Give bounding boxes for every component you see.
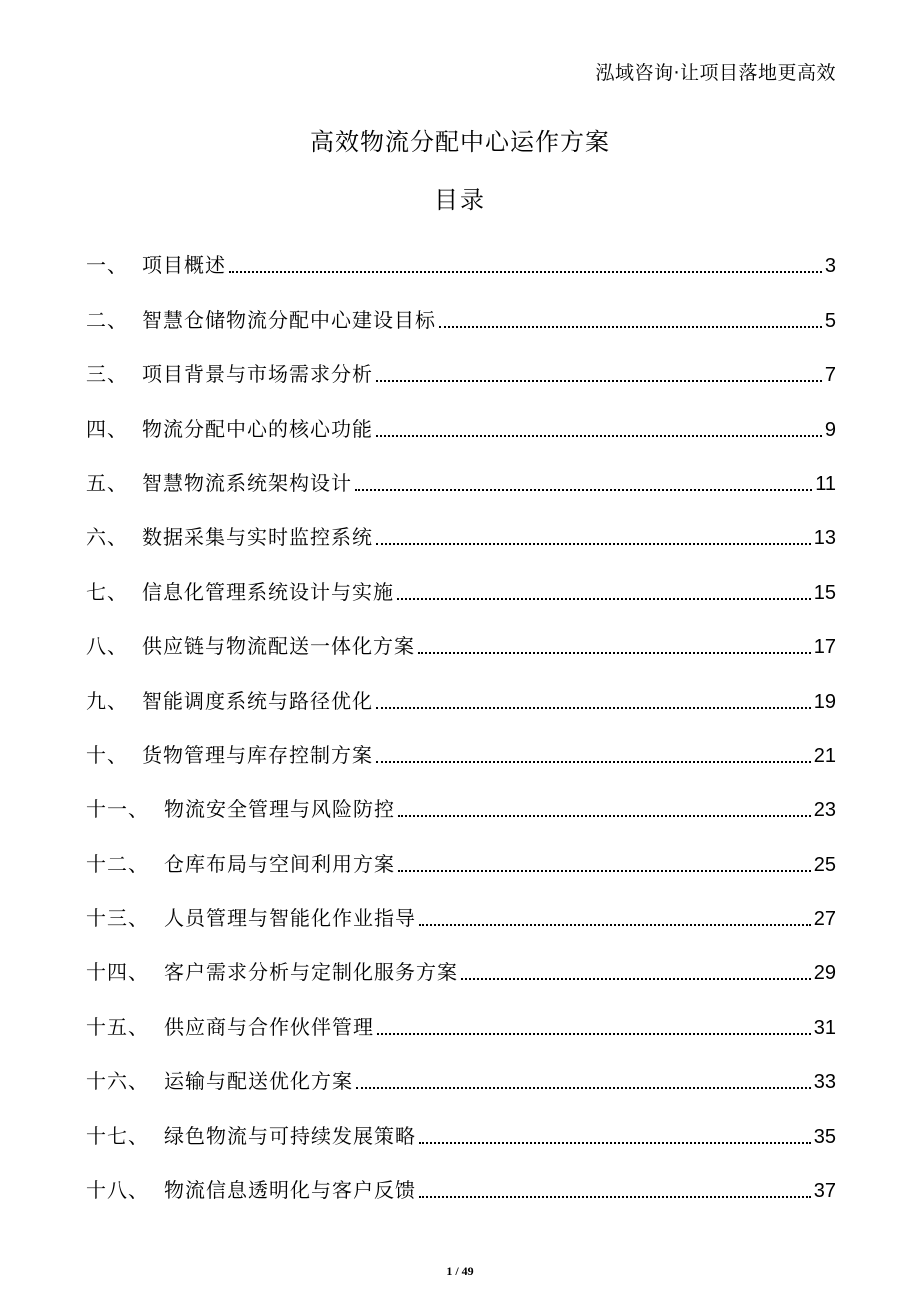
toc-entry-number: 十三、 bbox=[86, 906, 149, 931]
toc-entry[interactable] bbox=[86, 722, 836, 776]
table-of-contents bbox=[86, 232, 836, 1211]
toc-entry-page: 9 bbox=[824, 418, 836, 441]
toc-entry-number: 十七、 bbox=[86, 1123, 149, 1148]
toc-entry-title: 物流安全管理与风险防控 bbox=[164, 797, 395, 822]
toc-entry[interactable] bbox=[86, 885, 836, 939]
toc-entry-title: 运输与配送优化方案 bbox=[164, 1069, 353, 1094]
toc-entry-page: 7 bbox=[824, 364, 836, 387]
toc-dot-leader bbox=[376, 380, 822, 382]
toc-dot-leader bbox=[376, 543, 811, 545]
toc-entry-title: 供应链与物流配送一体化方案 bbox=[142, 634, 415, 659]
toc-dot-leader bbox=[356, 1087, 811, 1089]
toc-entry-number: 四、 bbox=[86, 416, 128, 441]
toc-entry-page: 37 bbox=[813, 1180, 836, 1203]
toc-entry-page: 13 bbox=[813, 527, 836, 550]
toc-entry-page: 17 bbox=[813, 636, 836, 659]
toc-entry-title: 信息化管理系统设计与实施 bbox=[142, 579, 394, 604]
toc-entry-page: 27 bbox=[813, 908, 836, 931]
toc-entry[interactable] bbox=[86, 667, 836, 721]
toc-entry-page: 25 bbox=[813, 853, 836, 876]
toc-dot-leader bbox=[461, 978, 811, 980]
toc-dot-leader bbox=[376, 761, 811, 763]
toc-entry[interactable] bbox=[86, 776, 836, 830]
toc-entry-number: 十六、 bbox=[86, 1069, 149, 1094]
toc-entry-number: 九、 bbox=[86, 688, 128, 713]
toc-entry[interactable] bbox=[86, 830, 836, 884]
toc-entry-number: 八、 bbox=[86, 634, 128, 659]
toc-entry-title: 绿色物流与可持续发展策略 bbox=[164, 1123, 416, 1148]
toc-entry-number: 三、 bbox=[86, 362, 128, 387]
toc-entry-title: 物流信息透明化与客户反馈 bbox=[164, 1178, 416, 1203]
toc-entry[interactable] bbox=[86, 613, 836, 667]
toc-entry-page: 11 bbox=[815, 472, 836, 495]
toc-entry[interactable] bbox=[86, 286, 836, 340]
toc-entry-title: 物流分配中心的核心功能 bbox=[142, 416, 373, 441]
toc-heading: 目录 bbox=[434, 186, 486, 214]
toc-entry-title: 人员管理与智能化作业指导 bbox=[164, 906, 416, 931]
toc-entry[interactable] bbox=[86, 341, 836, 395]
toc-entry-page: 19 bbox=[813, 690, 836, 713]
toc-entry-title: 仓库布局与空间利用方案 bbox=[164, 851, 395, 876]
page-indicator: 1 / 49 bbox=[446, 1264, 474, 1278]
toc-entry-number: 十、 bbox=[86, 742, 128, 767]
toc-dot-leader bbox=[229, 271, 822, 273]
toc-entry-number: 十八、 bbox=[86, 1178, 149, 1203]
toc-entry-number: 十二、 bbox=[86, 851, 149, 876]
toc-entry-page: 31 bbox=[813, 1016, 836, 1039]
toc-entry-page: 23 bbox=[813, 799, 836, 822]
toc-entry-title: 货物管理与库存控制方案 bbox=[142, 742, 373, 767]
toc-entry[interactable] bbox=[86, 504, 836, 558]
toc-entry-page: 21 bbox=[813, 744, 836, 767]
toc-entry-number: 五、 bbox=[86, 470, 128, 495]
toc-entry[interactable] bbox=[86, 232, 836, 286]
toc-dot-leader bbox=[398, 870, 811, 872]
toc-entry-page: 33 bbox=[813, 1071, 836, 1094]
toc-dot-leader bbox=[377, 1033, 811, 1035]
toc-dot-leader bbox=[439, 326, 822, 328]
toc-dot-leader bbox=[397, 598, 811, 600]
toc-entry-title: 项目背景与市场需求分析 bbox=[142, 362, 373, 387]
toc-entry-page: 15 bbox=[813, 581, 836, 604]
toc-entry[interactable] bbox=[86, 1048, 836, 1102]
toc-dot-leader bbox=[419, 1142, 811, 1144]
toc-dot-leader bbox=[418, 652, 811, 654]
document-title: 高效物流分配中心运作方案 bbox=[310, 128, 610, 156]
toc-entry-number: 十四、 bbox=[86, 960, 149, 985]
toc-entry-title: 供应商与合作伙伴管理 bbox=[164, 1014, 374, 1039]
toc-entry-page: 35 bbox=[813, 1125, 836, 1148]
toc-entry-title: 客户需求分析与定制化服务方案 bbox=[164, 960, 458, 985]
toc-entry-page: 3 bbox=[824, 255, 836, 278]
toc-entry[interactable] bbox=[86, 558, 836, 612]
toc-entry-number: 二、 bbox=[86, 307, 128, 332]
toc-dot-leader bbox=[419, 1196, 811, 1198]
toc-entry[interactable] bbox=[86, 1157, 836, 1211]
toc-entry-title: 智慧仓储物流分配中心建设目标 bbox=[142, 307, 436, 332]
toc-entry-number: 一、 bbox=[86, 253, 128, 278]
toc-entry-page: 5 bbox=[824, 309, 836, 332]
toc-entry-number: 七、 bbox=[86, 579, 128, 604]
toc-dot-leader bbox=[376, 707, 811, 709]
toc-entry[interactable] bbox=[86, 939, 836, 993]
toc-entry[interactable] bbox=[86, 395, 836, 449]
toc-dot-leader bbox=[376, 435, 822, 437]
header-tagline: 泓域咨询·让项目落地更高效 bbox=[595, 62, 836, 84]
toc-entry-title: 智慧物流系统架构设计 bbox=[142, 470, 352, 495]
toc-entry-title: 项目概述 bbox=[142, 253, 226, 278]
toc-dot-leader bbox=[419, 924, 811, 926]
toc-entry-title: 数据采集与实时监控系统 bbox=[142, 525, 373, 550]
toc-entry-number: 十五、 bbox=[86, 1014, 149, 1039]
toc-entry-title: 智能调度系统与路径优化 bbox=[142, 688, 373, 713]
toc-entry[interactable] bbox=[86, 450, 836, 504]
toc-entry[interactable] bbox=[86, 1102, 836, 1156]
toc-entry-number: 十一、 bbox=[86, 797, 149, 822]
toc-entry-page: 29 bbox=[813, 962, 836, 985]
toc-dot-leader bbox=[355, 489, 812, 491]
toc-entry-number: 六、 bbox=[86, 525, 128, 550]
toc-dot-leader bbox=[398, 815, 811, 817]
toc-entry[interactable] bbox=[86, 993, 836, 1047]
